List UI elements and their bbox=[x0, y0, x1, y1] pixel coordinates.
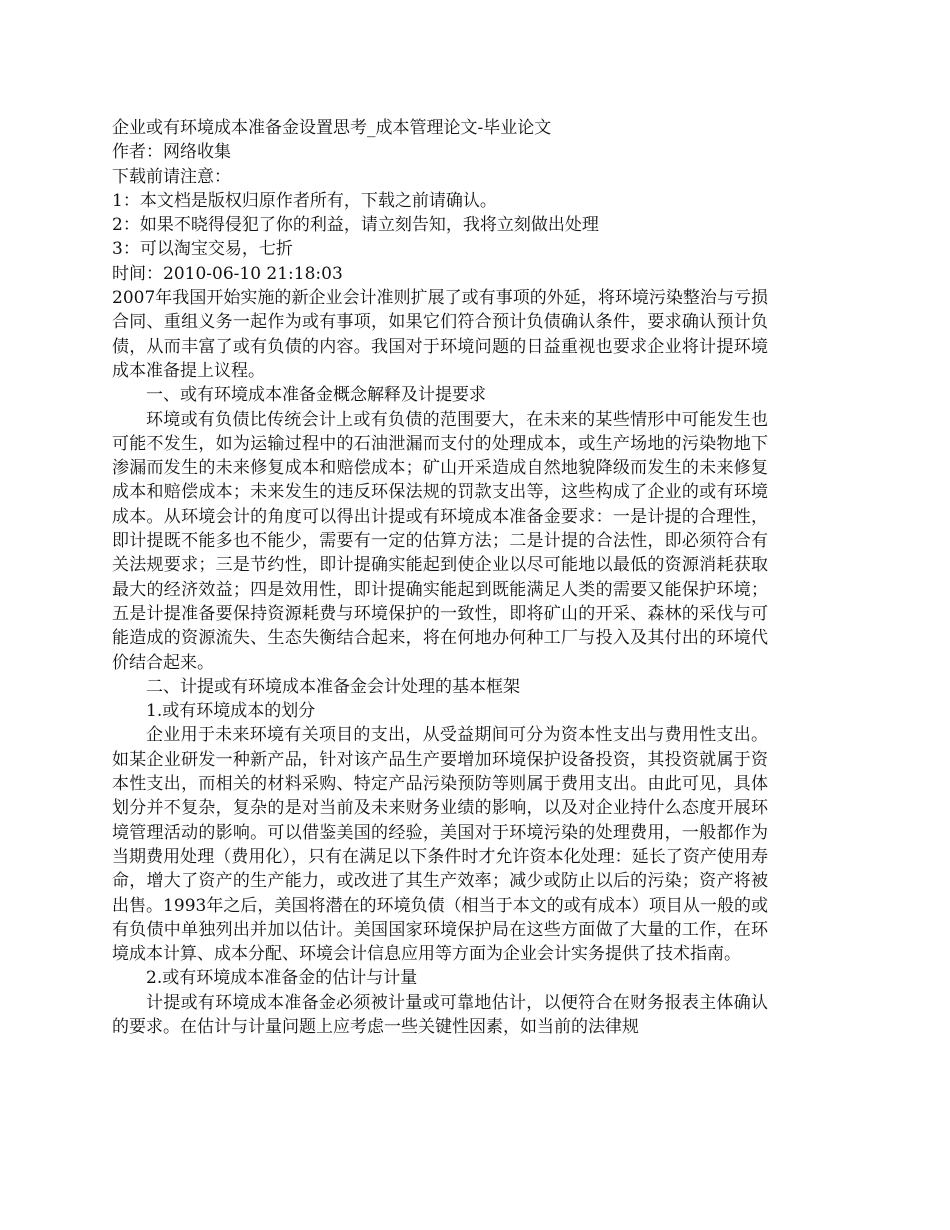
subsection-heading: 2.或有环境成本准备金的估计与计量 bbox=[146, 968, 418, 989]
body-paragraph: 计提或有环境成本准备金必须被计量或可靠地估计，以便符合在财务报表主体确认的要求。在估计与计量问题上应考虑一些关键性因素，如当前的法律规 bbox=[112, 992, 768, 1037]
section-heading: 二、计提或有环境成本准备金会计处理的基本框架 bbox=[146, 676, 520, 697]
notice-item: 2：如果不晓得侵犯了你的利益，请立刻告知，我将立刻做出处理 bbox=[112, 215, 599, 236]
notice-heading: 下载前请注意： bbox=[112, 166, 231, 187]
section-heading: 一、或有环境成本准备金概念解释及计提要求 bbox=[146, 385, 486, 406]
intro-paragraph: 2007年我国开始实施的新企业会计准则扩展了或有事项的外延，将环境污染整治与亏损合同、重组义务一起作为或有事项，如果它们符合预计负债确认条件，要求确认预计负债，从而丰富了或有负债的内容。我国对于环境问题的日益重视也要求企业将计提环境成本准备提上议程。 bbox=[112, 288, 768, 381]
document-title: 企业或有环境成本准备金设置思考_成本管理论文-毕业论文 bbox=[112, 118, 552, 138]
subsection-heading: 1.或有环境成本的划分 bbox=[146, 701, 316, 722]
body-paragraph: 环境或有负债比传统会计上或有负债的范围要大，在未来的某些情形中可能发生也可能不发生，如为运输过程中的石油泄漏而支付的处理成本，或生产场地的污染物地下渗漏而发生的未来修复成本和赔偿成本；矿山开采造成自然地貌降级而发生的未来修复成本和赔偿成本；未来发生的违反环保法规的罚款支出等，这些构成了企业的或有环境成本。从环境会计的角度可以得出计提或有环境成本准备金要求：一是计提的合理性，即计提既不能多也不能少，需要有一定的估算方法；二是计提的合法性，即必须符合有关法规要求；三是节约性，即计提确实能起到使企业以尽可能地以最低的资源消耗获取最大的经济效益；四是效用性，即计提确实能起到既能满足人类的需要又能保护环境；五是计提准备要保持资源耗费与环境保护的一致性，即将矿山的开采、森林的采伐与可能造成的资源流失、生态失衡结合起来，将在何地办何种工厂与投入及其付出的环境代价结合起来。 bbox=[112, 409, 768, 673]
document-page bbox=[112, 116, 768, 1039]
notice-item: 3：可以淘宝交易，七折 bbox=[112, 239, 293, 260]
body-paragraph: 企业用于未来环境有关项目的支出，从受益期间可分为资本性支出与费用性支出。如某企业研发一种新产品，针对该产品生产要增加环境保护设备投资，其投资就属于资本性支出，而相关的材料采购、特定产品污染预防等则属于费用支出。由此可见，具体划分并不复杂，复杂的是对当前及未来财务业绩的影响，以及对企业持什么态度开展环境管理活动的影响。可以借鉴美国的经验，美国对于环境污染的处理费用，一般都作为当期费用处理（费用化），只有在满足以下条件时才允许资本化处理：延长了资产使用寿命，增大了资产的生产能力，或改进了其生产效率；减少或防止以后的污染；资产将被出售。1993年之后，美国将潜在的环境负债（相当于本文的或有成本）项目从一般的或有负债中单独列出并加以估计。美国国家环境保护局在这些方面做了大量的工作，在环境成本计算、成本分配、环境会计信息应用等方面为企业会计实务提供了技术指南。 bbox=[112, 725, 768, 965]
timestamp-line: 时间：2010-06-10 21:18:03 bbox=[112, 263, 343, 284]
author-line: 作者：网络收集 bbox=[112, 142, 231, 163]
notice-item: 1：本文档是版权归原作者所有，下载之前请确认。 bbox=[112, 190, 497, 211]
